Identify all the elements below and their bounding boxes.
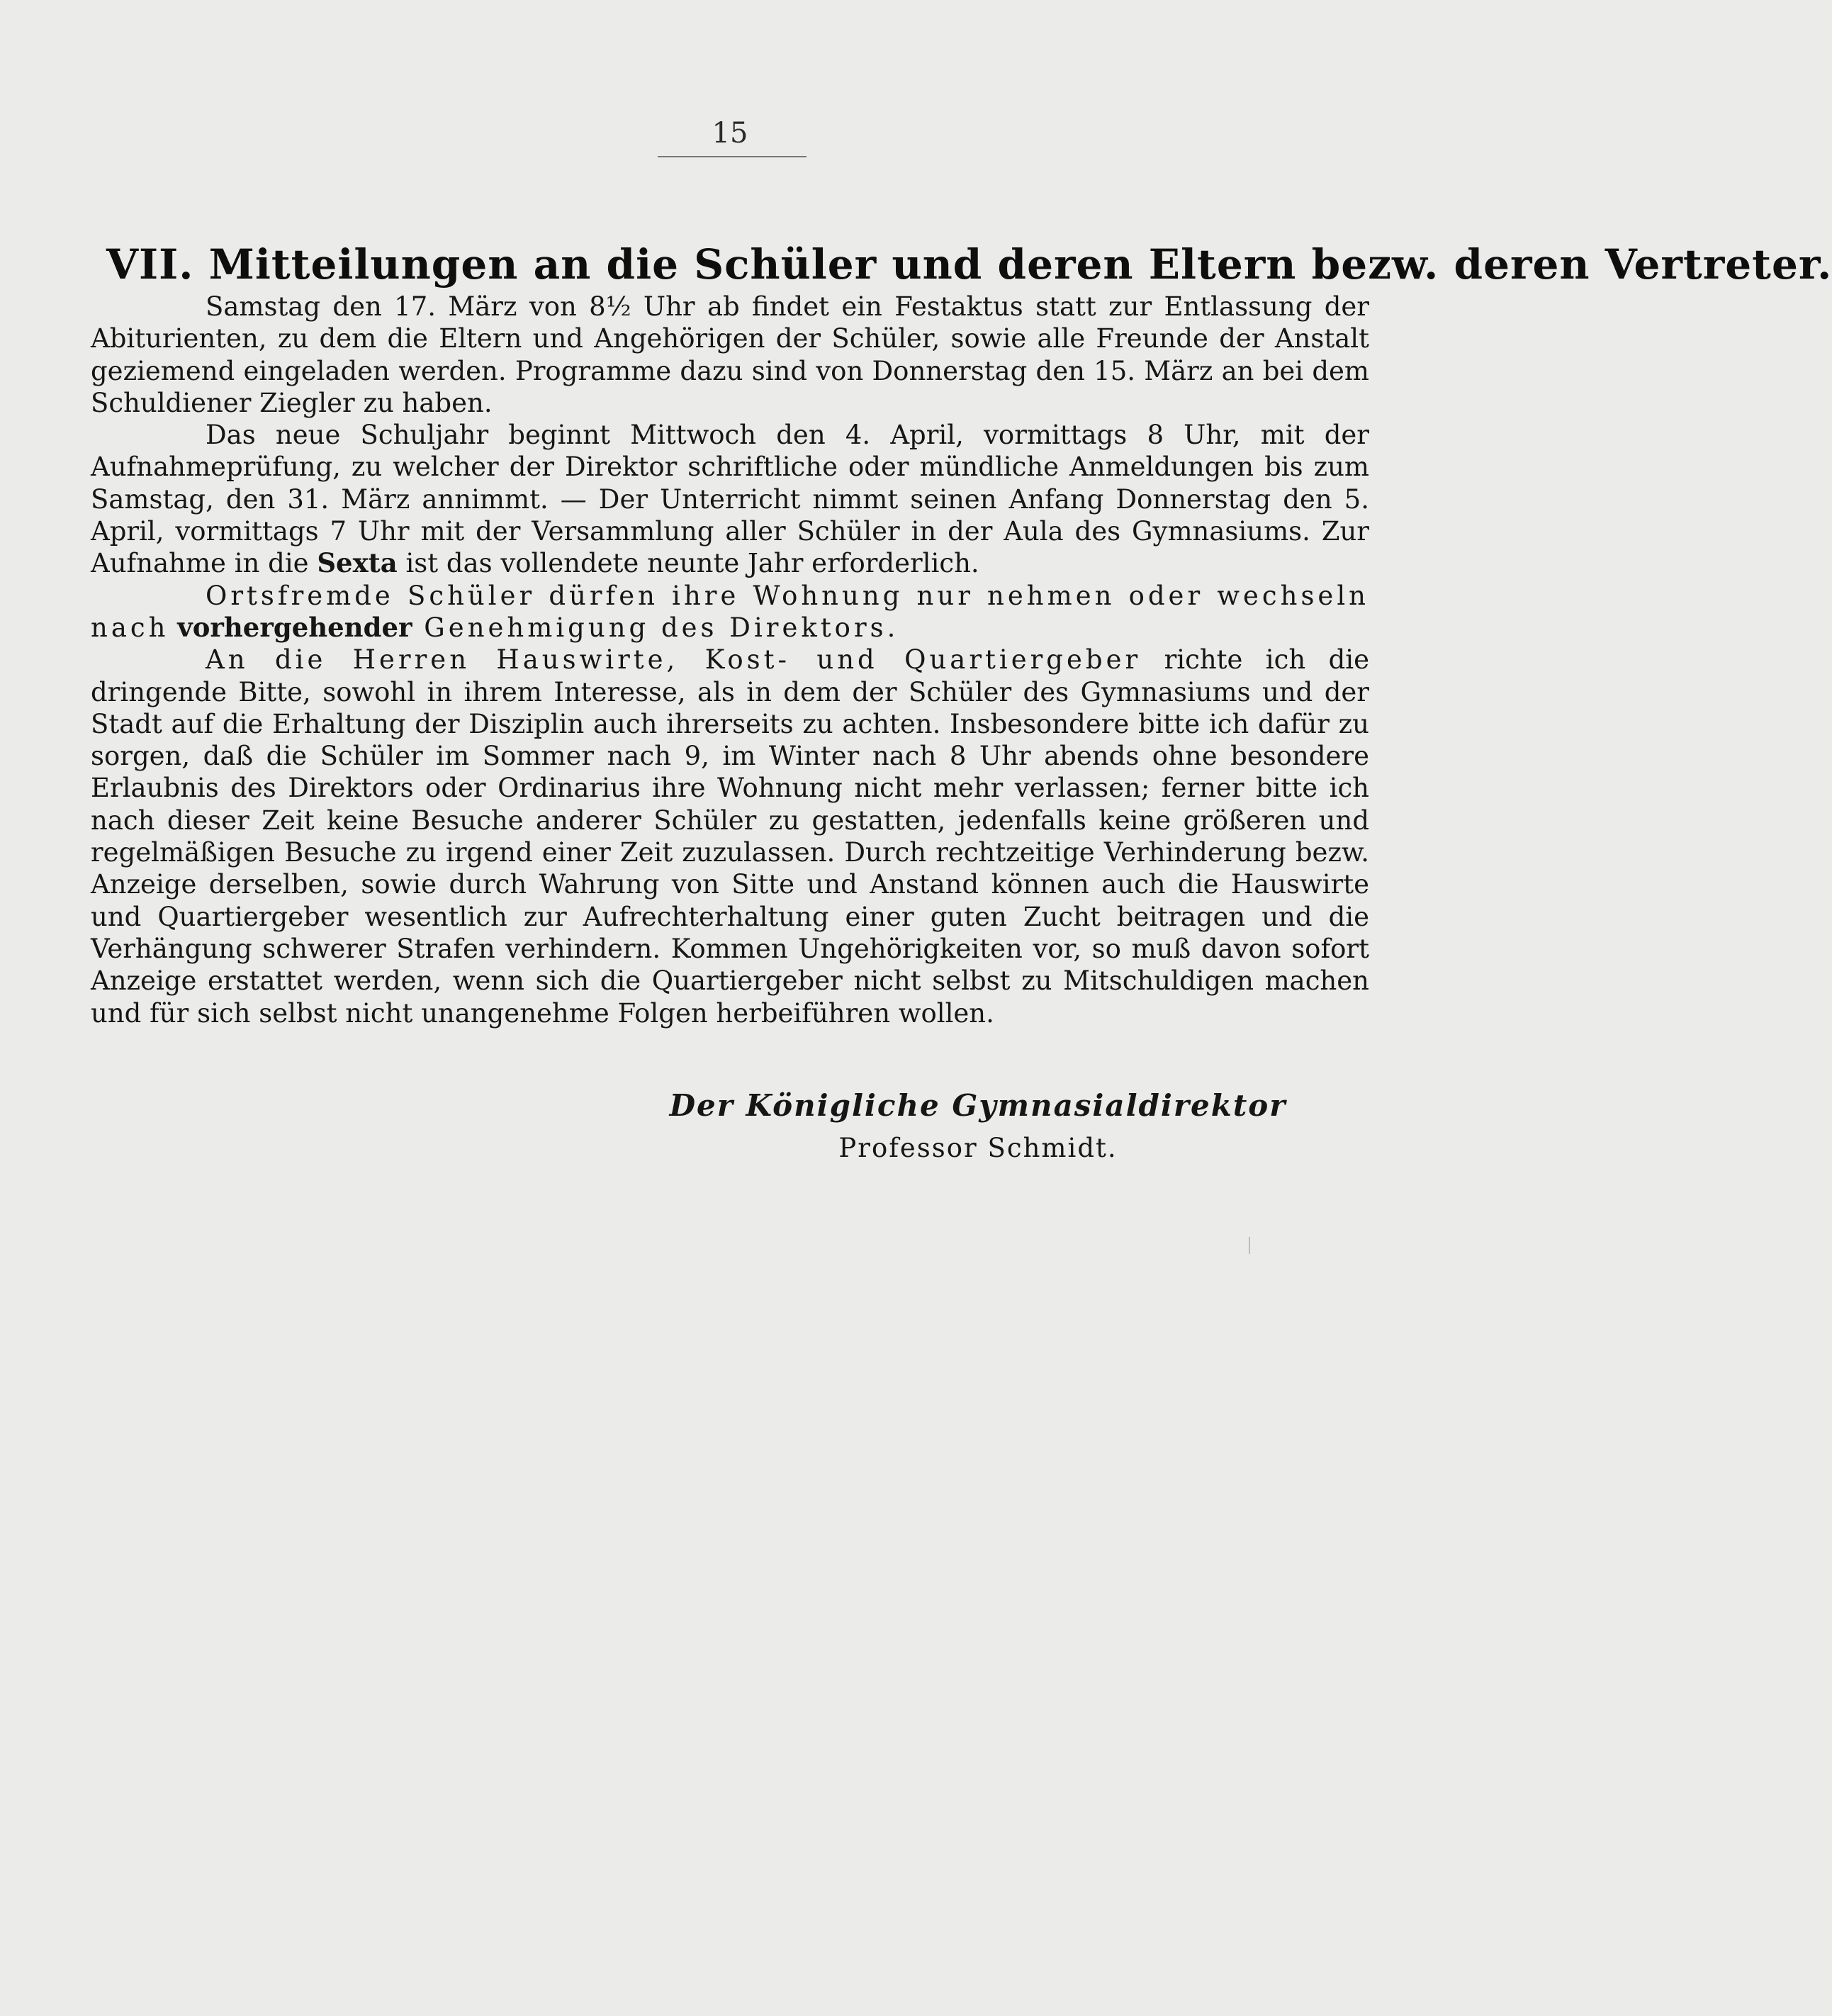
vorhergehender-emphasis: vorhergehender	[177, 611, 412, 643]
paper-mark	[1249, 1237, 1250, 1254]
section-heading: VII. Mitteilungen an die Schüler und deren Eltern bezw. deren Vertreter.	[106, 240, 1832, 289]
page-number-rule	[658, 156, 807, 157]
paragraph-schuljahr	[91, 419, 1369, 579]
body-text	[91, 291, 1369, 1029]
paragraph-schuljahr-text-end: ist das vollendete neunte Jahr erforderlich.	[397, 548, 979, 579]
paragraph-hauswirte-lead: An die Herren Hauswirte, Kost- und Quartiergeber	[206, 644, 1142, 676]
paragraph-ortsfremde	[91, 580, 1369, 644]
signature-block	[617, 1085, 1339, 1170]
paragraph-hauswirte-text: richte ich die dringende Bitte, sowohl in ihrem Interesse, als in dem der Schüler des Gymnasiums und der Stadt auf die Erhaltung der Disziplin auch ihrerseits zu achten. Insbesondere bitte ich dafür zu sorgen, daß die Schüler im Sommer nach 9, im Winter nach 8 Uhr abends ohne besondere Erlaubnis des Direktors oder Ordinarius ihre Wohnung nicht mehr verlassen; ferner bitte ich nach dieser Zeit keine Besuche anderer Schüler zu gestatten, jedenfalls keine größeren und regelmäßigen Besuche zu irgend einer Zeit zuzulassen. Durch rechtzeitige Verhinderung bezw. Anzeige derselben, sowie durch Wahrung von Sitte und Anstand können auch die Hauswirte und Quartiergeber wesentlich zur Aufrechterhaltung einer guten Zucht beitragen und die Verhängung schwerer Strafen verhindern. Kommen Ungehörigkeiten vor, so muß davon sofort Anzeige erstattet werden, wenn sich die Quartiergeber nicht selbst zu Mitschuldigen machen und für sich selbst nicht unangenehme Folgen herbeiführen wollen.	[91, 644, 1370, 1029]
paragraph-hauswirte	[91, 644, 1369, 1029]
signature-name: Professor Schmidt.	[838, 1133, 1118, 1163]
paragraph-ortsfremde-text-end: Genehmigung des Direktors.	[412, 612, 899, 643]
paragraph-schuljahr-text: Das neue Schuljahr beginnt Mittwoch den 4. April, vormittags 8 Uhr, mit der Aufnahmeprüfung, zu welcher der Direktor schriftliche oder mündliche Anmeldungen bis zum Samstag, den 31. März annimmt. — Der Unterricht nimmt seinen Anfang Donnerstag den 5. April, vormittags 7 Uhr mit der Versammlung aller Schüler in der Aula des Gymnasiums. Zur Aufnahme in die	[91, 420, 1369, 579]
signature-title: Der Königliche Gymnasialdirektor	[669, 1088, 1287, 1123]
page-number: 15	[712, 117, 748, 150]
sexta-label: Sexta	[317, 547, 398, 579]
paragraph-ortsfremde-text: Ortsfremde Schüler dürfen ihre Wohnung nur nehmen oder wechseln nach	[91, 580, 1369, 643]
paragraph-festaktus	[91, 291, 1369, 419]
paragraph-festaktus-text: Samstag den 17. März von 8½ Uhr ab findet ein Festaktus statt zur Entlassung der Abiturienten, zu dem die Eltern und Angehörigen der Schüler, sowie alle Freunde der Anstalt geziemend eingeladen werden. Programme dazu sind von Donnerstag den 15. März an bei dem Schuldiener Ziegler zu haben.	[91, 291, 1369, 418]
